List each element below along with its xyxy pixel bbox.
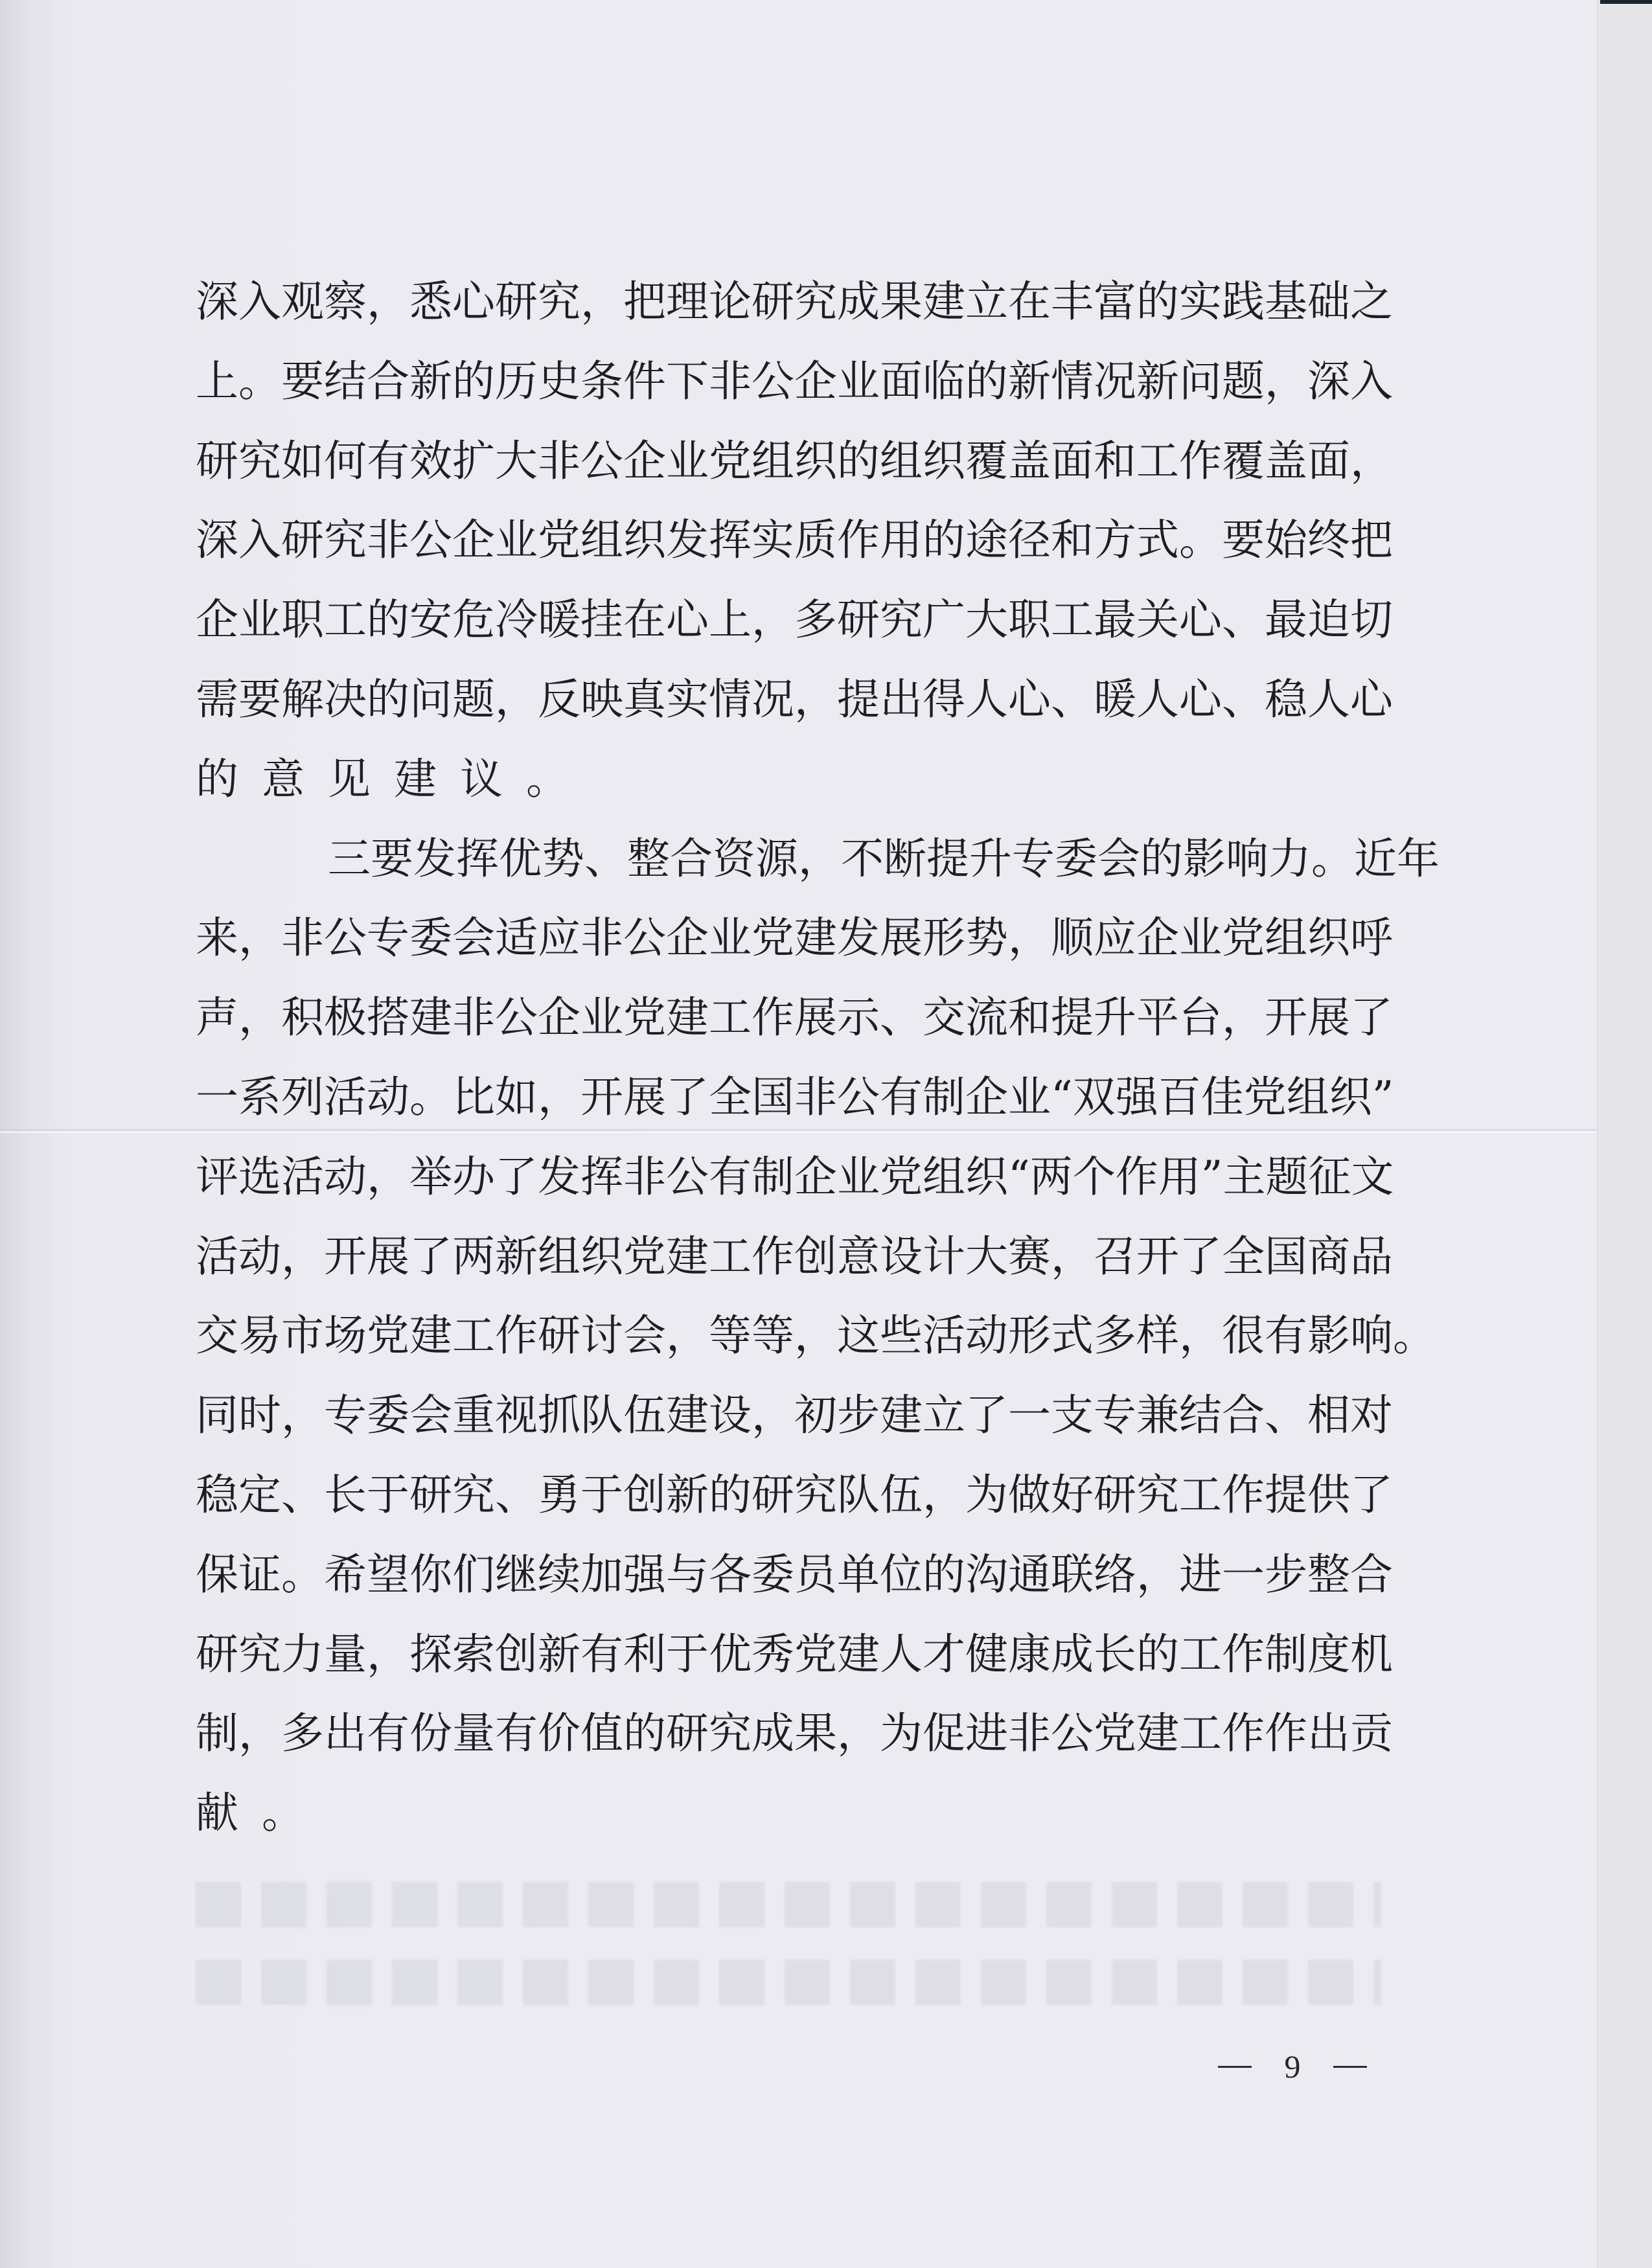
bleed-through-line <box>196 1882 1381 1927</box>
text-line: 来，非公专委会适应非公企业党建发展形势，顺应企业党组织呼 <box>196 913 1393 963</box>
text-line-paragraph-end: 献。 <box>196 1788 328 1838</box>
document-body <box>196 262 1440 1853</box>
text-line: 需要解决的问题，反映真实情况，提出得人心、暖人心、稳人心 <box>196 674 1393 724</box>
text-line: 上。要结合新的历史条件下非公企业面临的新情况新问题，深入 <box>196 356 1393 406</box>
text-line: 稳定、长于研究、勇于创新的研究队伍，为做好研究工作提供了 <box>196 1469 1393 1520</box>
text-line: 制，多出有份量有价值的研究成果，为促进非公党建工作作出贡 <box>196 1708 1393 1759</box>
text-line: 评选活动，举办了发挥非公有制企业党组织“两个作用”主题征文 <box>196 1151 1394 1202</box>
text-line: 研究力量，探索创新有利于优秀党建人才健康成长的工作制度机 <box>196 1629 1393 1679</box>
bleed-through-line <box>196 1960 1381 2005</box>
text-line: 活动，开展了两新组织党建工作创意设计大赛，召开了全国商品 <box>196 1231 1393 1281</box>
text-line: 深入研究非公企业党组织发挥实质作用的途径和方式。要始终把 <box>196 515 1393 566</box>
text-line-paragraph-start: 三要发挥优势、整合资源，不断提升专委会的影响力。近年 <box>328 833 1440 884</box>
text-line: 保证。希望你们继续加强与各委员单位的沟通联络，进一步整合 <box>196 1549 1393 1599</box>
page-number-dash-left <box>1218 2066 1252 2068</box>
text-line: 研究如何有效扩大非公企业党组织的组织覆盖面和工作覆盖面， <box>196 435 1393 486</box>
text-line: 声，积极搭建非公企业党建工作展示、交流和提升平台，开展了 <box>196 992 1393 1043</box>
scanner-top-band <box>1600 0 1652 4</box>
text-line: 同时，专委会重视抓队伍建设，初步建立了一支专兼结合、相对 <box>196 1390 1393 1441</box>
page-number: 9 <box>1284 2048 1301 2085</box>
page-number-dash-right <box>1333 2066 1367 2068</box>
page-footer <box>1218 2041 1367 2092</box>
text-line-paragraph-end: 的意见建议。 <box>196 753 592 804</box>
text-line: 企业职工的安危冷暖挂在心上，多研究广大职工最关心、最迫切 <box>196 595 1393 645</box>
scanner-bed-edge <box>1597 0 1652 2268</box>
text-line: 交易市场党建工作研讨会，等等，这些活动形式多样，很有影响。 <box>196 1311 1436 1361</box>
text-line: 深入观察，悉心研究，把理论研究成果建立在丰富的实践基础之 <box>196 277 1393 326</box>
text-line: 一系列活动。比如，开展了全国非公有制企业“双强百佳党组织” <box>196 1071 1394 1122</box>
